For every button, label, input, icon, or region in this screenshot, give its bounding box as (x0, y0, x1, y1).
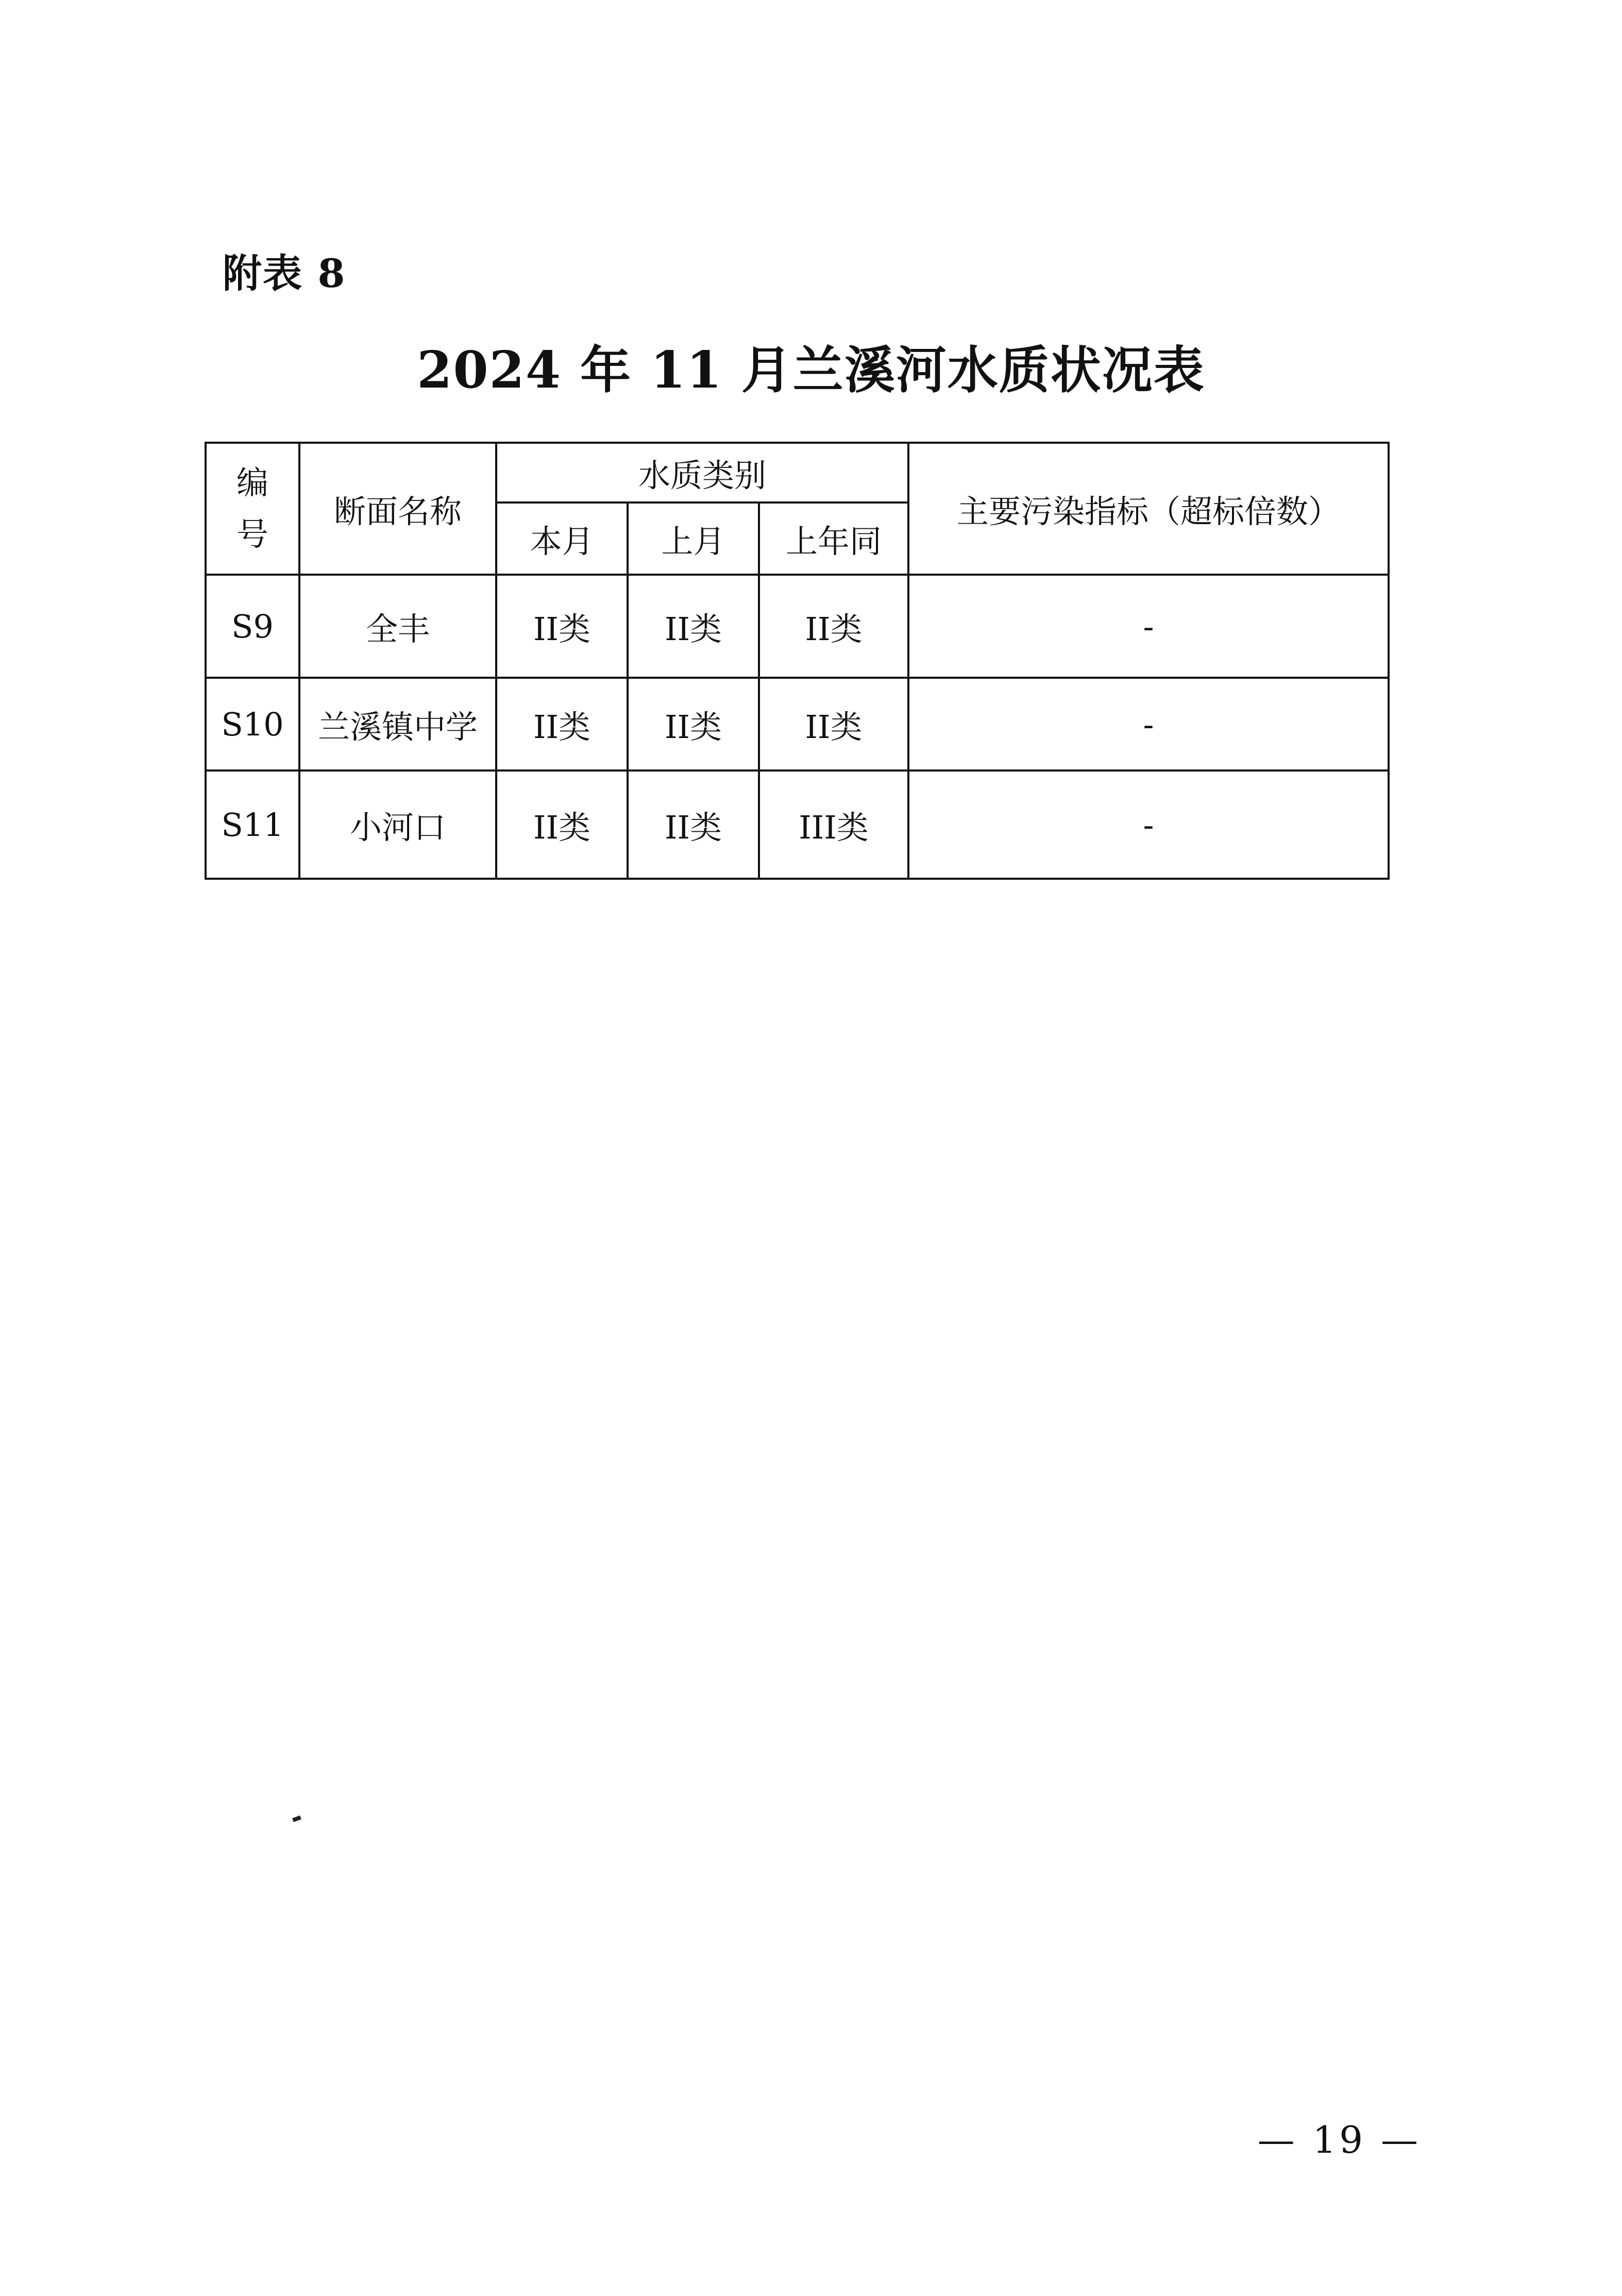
header-id-line1: 编 (236, 464, 268, 501)
header-main-pollutants: 主要污染指标（超标倍数） (908, 443, 1389, 575)
document-title: 2024 年 11 月兰溪河水质状况表 (417, 341, 1205, 400)
header-water-class: 水质类别 (496, 443, 908, 502)
cell-last-year: III类 (759, 770, 908, 879)
header-this-month: 本月 (496, 502, 628, 575)
table-row (206, 678, 1389, 770)
header-id-line2: 号 (236, 515, 268, 553)
cell-last-month: II类 (628, 575, 759, 678)
cell-pollutants: - (908, 770, 1389, 879)
header-last-month: 上月 (628, 502, 759, 575)
cell-last-month: II类 (628, 770, 759, 879)
water-quality-table (205, 442, 1390, 880)
cell-id: S11 (206, 770, 299, 879)
cell-id: S10 (206, 678, 299, 770)
cell-id: S9 (206, 575, 299, 678)
table-row (206, 575, 1389, 678)
cell-name: 小河口 (299, 770, 496, 879)
page-number: — 19 — (1257, 2118, 1421, 2161)
cell-pollutants: - (908, 678, 1389, 770)
cell-this-month: II类 (496, 770, 628, 879)
cell-last-year: II类 (759, 678, 908, 770)
cell-this-month: II类 (496, 678, 628, 770)
table-header-row (206, 443, 1389, 502)
cell-last-month: II类 (628, 678, 759, 770)
appendix-label: 附表 8 (223, 250, 346, 296)
header-id (206, 443, 299, 575)
scan-speck (292, 1816, 301, 1822)
cell-last-year: II类 (759, 575, 908, 678)
header-same-period-last-year: 上年同 (759, 502, 908, 575)
cell-name: 全丰 (299, 575, 496, 678)
cell-pollutants: - (908, 575, 1389, 678)
table-row (206, 770, 1389, 879)
cell-name: 兰溪镇中学 (299, 678, 496, 770)
cell-this-month: II类 (496, 575, 628, 678)
header-section-name: 断面名称 (299, 443, 496, 575)
